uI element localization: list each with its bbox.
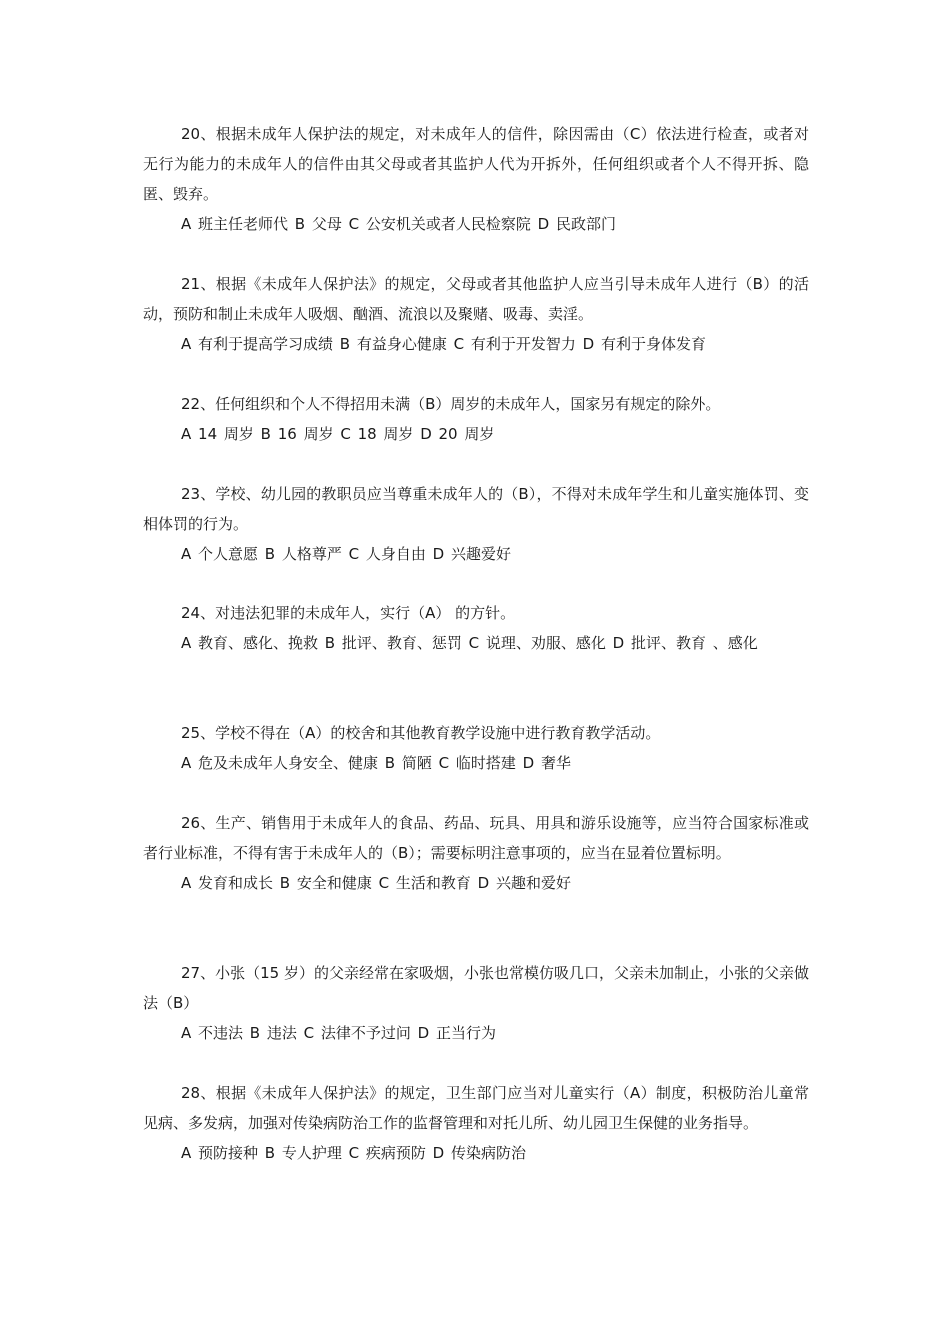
- question-stem: 25、学校不得在（A）的校舍和其他教育教学设施中进行教育教学活动。: [181, 724, 661, 742]
- question-options: A 有利于提高学习成绩 B 有益身心健康 C 有利于开发智力 D 有利于身体发育: [181, 335, 706, 353]
- question-options: A 不违法 B 违法 C 法律不予过问 D 正当行为: [181, 1024, 496, 1042]
- question-stem: 23、学校、幼儿园的教职员应当尊重未成年人的（B），不得对未成年学生和儿童实施体罚、变相体罚的行为。: [143, 485, 809, 533]
- question-options: A 班主任老师代 B 父母 C 公安机关或者人民检察院 D 民政部门: [181, 215, 616, 233]
- question-options: A 危及未成年人身安全、健康 B 简陋 C 临时搭建 D 奢华: [181, 754, 571, 772]
- question-20: [143, 119, 809, 239]
- question-options: A 发育和成长 B 安全和健康 C 生活和教育 D 兴趣和爱好: [181, 874, 571, 892]
- question-options: A 预防接种 B 专人护理 C 疾病预防 D 传染病防治: [181, 1144, 526, 1162]
- question-stem: 26、生产、销售用于未成年人的食品、药品、玩具、用具和游乐设施等，应当符合国家标准或者行业标准，不得有害于未成年人的（B）；需要标明注意事项的，应当在显着位置标明。: [143, 814, 809, 862]
- question-options: A 个人意愿 B 人格尊严 C 人身自由 D 兴趣爱好: [181, 545, 511, 563]
- question-stem: 20、根据未成年人保护法的规定，对未成年人的信件，除因需由（C）依法进行检查，或者对无行为能力的未成年人的信件由其父母或者其监护人代为开拆外，任何组织或者个人不得开拆、隐匿、毁弃。: [143, 125, 809, 203]
- question-21: [143, 269, 809, 359]
- question-23: [143, 479, 809, 569]
- question-stem: 27、小张（15 岁）的父亲经常在家吸烟，小张也常模仿吸几口，父亲未加制止，小张的父亲做法（B）: [143, 964, 809, 1012]
- question-stem: 21、根据《未成年人保护法》的规定，父母或者其他监护人应当引导未成年人进行（B）的活动，预防和制止未成年人吸烟、酗酒、流浪以及聚赌、吸毒、卖淫。: [143, 275, 809, 323]
- question-22: [143, 389, 809, 449]
- question-stem: 24、对违法犯罪的未成年人，实行（A） 的方针。: [181, 604, 516, 622]
- question-options: A 14 周岁 B 16 周岁 C 18 周岁 D 20 周岁: [181, 425, 495, 443]
- question-27: [143, 958, 809, 1048]
- question-26: [143, 808, 809, 898]
- question-28: [143, 1078, 809, 1168]
- question-stem: 22、任何组织和个人不得招用未满（B）周岁的未成年人，国家另有规定的除外。: [181, 395, 721, 413]
- question-stem: 28、根据《未成年人保护法》的规定，卫生部门应当对儿童实行（A）制度，积极防治儿童常见病、多发病，加强对传染病防治工作的监督管理和对托儿所、幼儿园卫生保健的业务指导。: [143, 1084, 809, 1132]
- question-24: [143, 598, 809, 658]
- question-options: A 教育、感化、挽救 B 批评、教育、惩罚 C 说理、劝服、感化 D 批评、教育 、感化: [181, 634, 758, 652]
- question-25: [143, 718, 809, 778]
